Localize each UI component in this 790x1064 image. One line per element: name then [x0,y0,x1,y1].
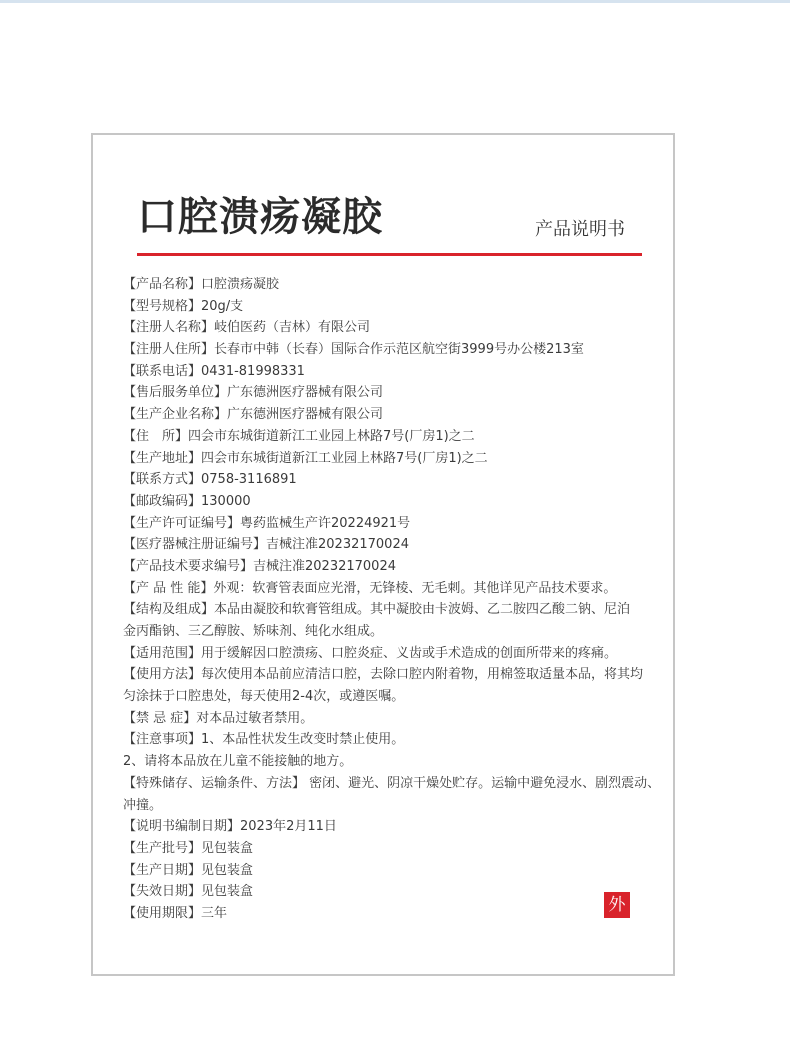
title-underline [137,253,642,256]
text-line: 【说明书编制日期】2023年2月11日 [123,819,337,835]
text-line: 【联系电话】0431-81998331 [123,363,305,379]
text-line: 【生产地址】四会市东城街道新江工业园上林路7号(厂房1)之二 [123,450,488,466]
text-line: 2、请将本品放在儿童不能接触的地方。 [123,754,353,770]
text-line: 【生产许可证编号】粤药监械生产许20224921号 [123,515,411,531]
text-line: 【注册人住所】长春市中韩（长春）国际合作示范区航空街3999号办公楼213室 [123,342,584,358]
text-line: 【住 所】四会市东城街道新江工业园上林路7号(厂房1)之二 [123,428,475,444]
text-line: 【型号规格】20g/支 [123,298,244,314]
instruction-text-block [123,274,661,925]
text-line: 【生产日期】见包装盒 [123,862,254,878]
text-line: 冲撞。 [123,797,163,813]
product-title: 口腔溃疡凝胶 [137,194,383,240]
text-line: 【生产批号】见包装盒 [123,840,254,856]
text-line: 金丙酯钠、三乙醇胺、矫味剂、纯化水组成。 [123,624,384,639]
text-line: 【注册人名称】岐伯医药（吉林）有限公司 [123,320,371,336]
document-subtitle: 产品说明书 [535,219,625,240]
text-line: 【适用范围】用于缓解因口腔溃疡、口腔炎症、义齿或手术造成的创面所带来的疼痛。 [123,645,618,661]
text-line: 【售后服务单位】广东德洲医疗器械有限公司 [123,385,384,401]
text-line: 【产品技术要求编号】吉械注准20232170024 [123,558,396,574]
text-line: 【特殊储存、运输条件、方法】 密闭、避光、阴凉干燥处贮存。运输中避免浸水、剧烈震动、 [123,775,661,791]
text-line: 【生产企业名称】广东德洲医疗器械有限公司 [123,407,384,423]
text-line: 【结构及组成】本品由凝胶和软膏管组成。其中凝胶由卡波姆、乙二胺四乙酸二钠、尼泊 [123,602,631,618]
text-line: 【医疗器械注册证编号】吉械注准20232170024 [123,537,409,553]
text-line: 【产 品 性 能】外观：软膏管表面应光滑，无锋棱、无毛刺。其他详见产品技术要求。 [123,580,617,596]
text-line: 【禁 忌 症】对本品过敏者禁用。 [123,710,314,726]
text-line: 【失效日期】见包装盒 [123,884,254,900]
text-line: 【邮政编码】130000 [123,493,251,509]
text-line: 【使用方法】每次使用本品前应清洁口腔，去除口腔内附着物，用棉签取适量本品，将其均 [123,667,644,683]
top-divider [0,0,790,3]
text-line: 【使用期限】三年 [123,905,228,921]
text-line: 【产品名称】口腔溃疡凝胶 [123,277,280,292]
text-line: 【注意事项】1、本品性状发生改变时禁止使用。 [123,732,405,748]
text-line: 【联系方式】0758-3116891 [123,472,297,488]
external-use-badge: 外 [604,892,630,918]
text-line: 匀涂抹于口腔患处，每天使用2-4次，或遵医嘱。 [123,689,405,705]
